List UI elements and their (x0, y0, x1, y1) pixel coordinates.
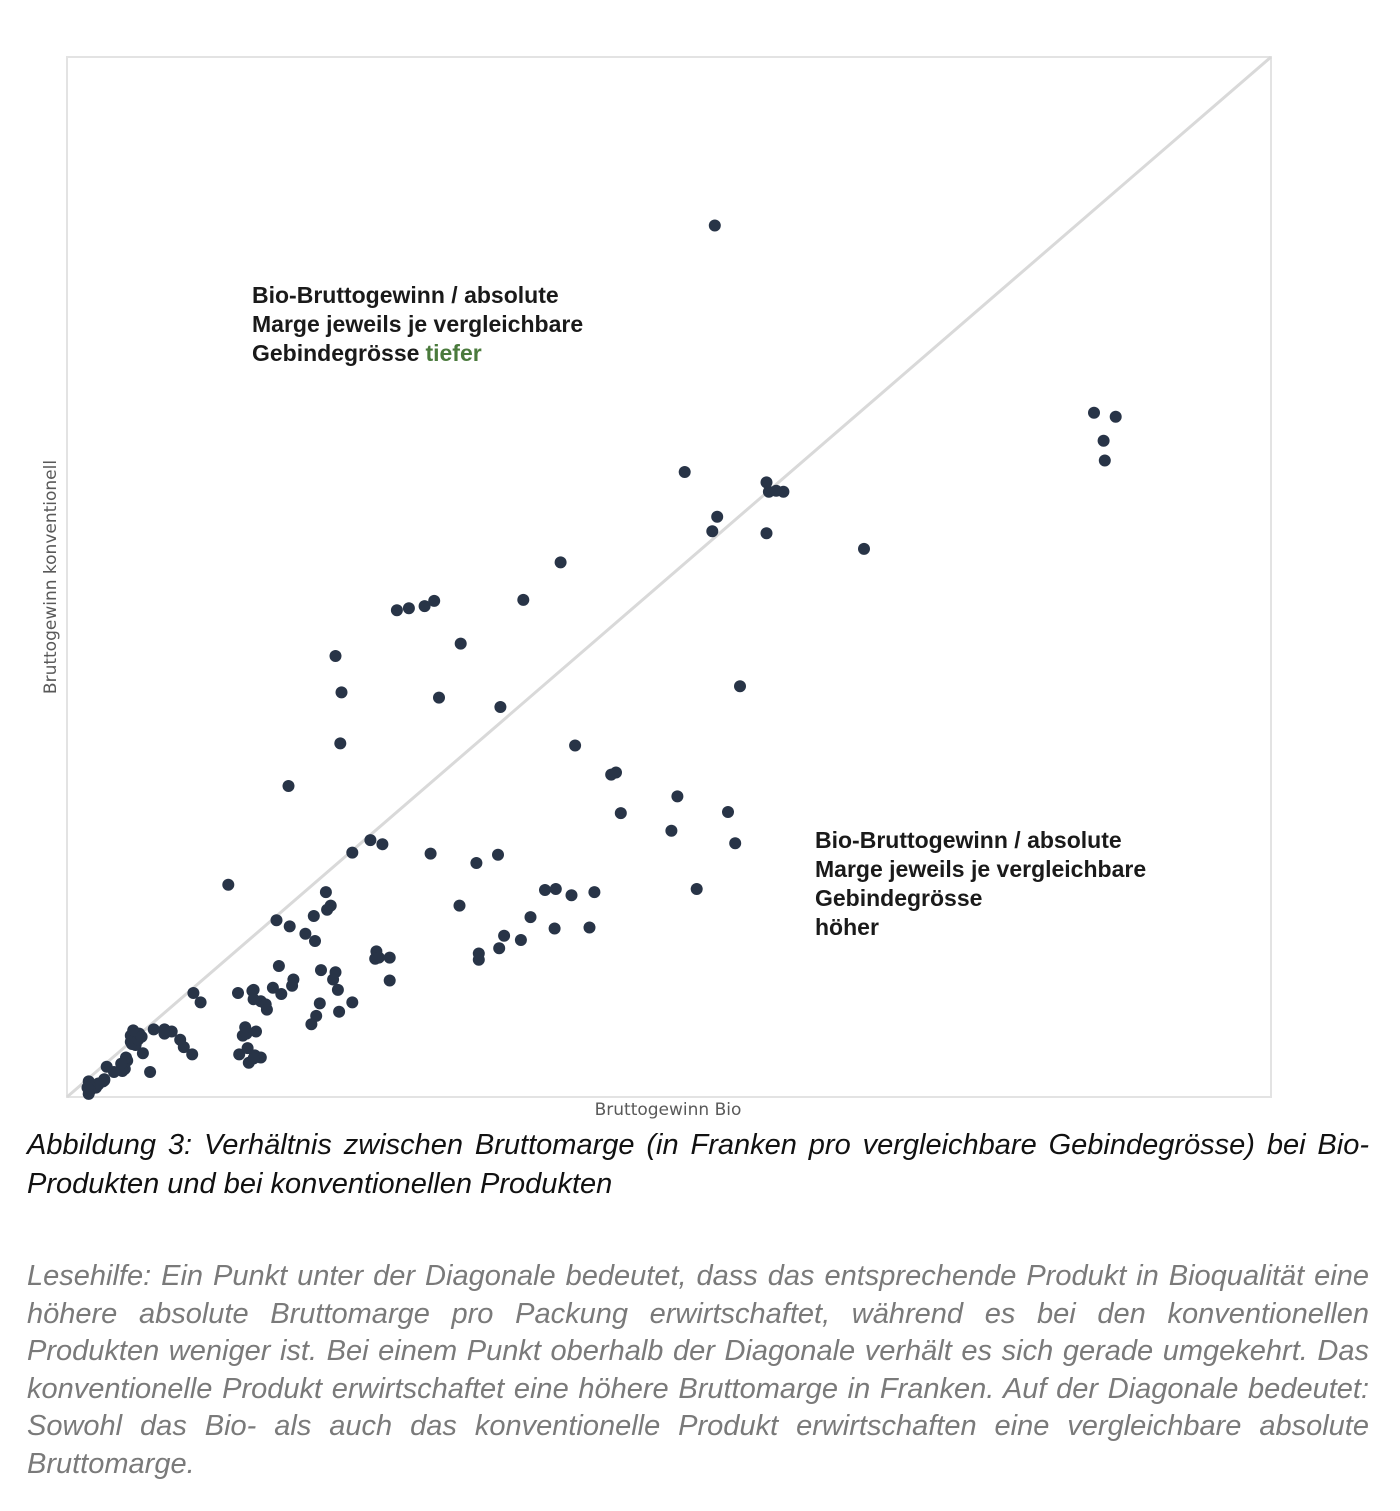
data-point (305, 1018, 317, 1030)
data-point (722, 806, 734, 818)
data-point (308, 910, 320, 922)
data-point (605, 769, 617, 781)
data-point (299, 928, 311, 940)
annotation-lower-right-line-3: Gebindegrösse (815, 885, 983, 911)
data-point (283, 780, 295, 792)
data-point (101, 1061, 113, 1073)
data-point (333, 1006, 345, 1018)
annotation-upper-left-line-3 (252, 340, 482, 366)
data-point (384, 952, 396, 964)
data-point (391, 604, 403, 616)
data-point (569, 740, 581, 752)
annotation-lower-right-highlight: höher (815, 914, 879, 940)
data-point (195, 996, 207, 1008)
data-point (555, 556, 567, 568)
data-point (309, 935, 321, 947)
data-point (709, 220, 721, 232)
data-point (455, 638, 467, 650)
data-point (261, 1004, 273, 1016)
annotation-upper-left-line-2: Marge jeweils je vergleichbare (252, 311, 584, 337)
data-point (186, 1048, 198, 1060)
data-point (144, 1066, 156, 1078)
data-point (671, 790, 683, 802)
annotation-upper-left-line-3-text: Gebindegrösse (252, 340, 420, 366)
data-point (334, 737, 346, 749)
data-point (1110, 411, 1122, 423)
data-point (729, 837, 741, 849)
data-point (159, 1028, 171, 1040)
data-point (284, 920, 296, 932)
data-point (364, 834, 376, 846)
data-point (550, 883, 562, 895)
data-point (148, 1023, 160, 1035)
data-point (1088, 407, 1100, 419)
data-point (734, 680, 746, 692)
data-point (369, 953, 381, 965)
data-point (492, 849, 504, 861)
data-point (473, 954, 485, 966)
data-point (539, 884, 551, 896)
data-point (419, 600, 431, 612)
data-point (433, 692, 445, 704)
data-point (665, 825, 677, 837)
data-point (271, 914, 283, 926)
reading-help: Lesehilfe: Ein Punkt unter der Diagonale bedeutet, dass das entsprechende Produkt in Bioqualität eine höhere absolute Bruttomarge pro Packung erwirtschaftet, während es bei den konventionellen Produkten weniger ist. Bei einem Punkt oberhalb der Diagonale verhält es sich gerade umgekehrt. Das konventionelle Produkt erwirtschaftet eine höhere Bruttomarge in Franken. Auf der Diagonale bedeutet: Sowohl das Bio- als auch das konventionelle Produkt erwirtschaften eine vergleichbare absolute Bruttomarge. (27, 1260, 1369, 1480)
annotation-lower-right-line-2: Marge jeweils je vergleichbare (815, 856, 1147, 882)
data-point (470, 857, 482, 869)
data-point (320, 886, 332, 898)
data-point (584, 922, 596, 934)
data-point (330, 650, 342, 662)
y-axis-label: Bruttogewinn konventionell (41, 459, 61, 695)
data-point (187, 987, 199, 999)
data-point (1099, 455, 1111, 467)
data-point (588, 886, 600, 898)
data-point (679, 466, 691, 478)
data-point (691, 883, 703, 895)
data-point (136, 1031, 148, 1043)
data-point (1098, 435, 1110, 447)
data-point (286, 980, 298, 992)
data-point (346, 996, 358, 1008)
annotation-lower-right-line-1: Bio-Bruttogewinn / absolute (815, 827, 1122, 853)
data-point (232, 987, 244, 999)
data-point (332, 984, 344, 996)
data-point (494, 701, 506, 713)
data-point (239, 1021, 251, 1033)
data-point (498, 930, 510, 942)
data-point (493, 942, 505, 954)
data-point (711, 511, 723, 523)
data-point (315, 964, 327, 976)
data-point (515, 934, 527, 946)
data-point (248, 993, 260, 1005)
data-point (525, 911, 537, 923)
annotation-upper-left-line-1: Bio-Bruttogewinn / absolute (252, 282, 559, 308)
data-point (615, 807, 627, 819)
data-point (273, 960, 285, 972)
figure-caption: Abbildung 3: Verhältnis zwischen Bruttomarge (in Franken pro vergleichbare Gebindegrösse) bei Bio-Produkten und bei konventionellen Produkten (27, 1129, 1369, 1200)
annotation-upper-left-highlight: tiefer (425, 340, 482, 366)
data-point (248, 1053, 260, 1065)
data-point (403, 602, 415, 614)
data-point (566, 889, 578, 901)
data-point (777, 486, 789, 498)
data-point (82, 1082, 94, 1094)
data-point (549, 923, 561, 935)
data-point (346, 847, 358, 859)
data-point (761, 527, 773, 539)
x-axis-label: Bruttogewinn Bio (594, 1100, 742, 1120)
data-point (376, 838, 388, 850)
diagonal-line (67, 57, 1271, 1097)
data-point (137, 1047, 149, 1059)
data-point (706, 525, 718, 537)
data-point (222, 879, 234, 891)
data-points (82, 220, 1122, 1100)
data-point (336, 686, 348, 698)
data-point (517, 594, 529, 606)
annotation-upper-left (252, 282, 583, 366)
data-point (454, 900, 466, 912)
data-point (174, 1034, 186, 1046)
data-point (321, 904, 333, 916)
data-point (250, 1026, 262, 1038)
data-point (314, 997, 326, 1009)
annotation-lower-right (815, 827, 1146, 940)
data-point (858, 543, 870, 555)
data-point (275, 988, 287, 1000)
data-point (384, 975, 396, 987)
data-point (425, 848, 437, 860)
data-point (327, 974, 339, 986)
